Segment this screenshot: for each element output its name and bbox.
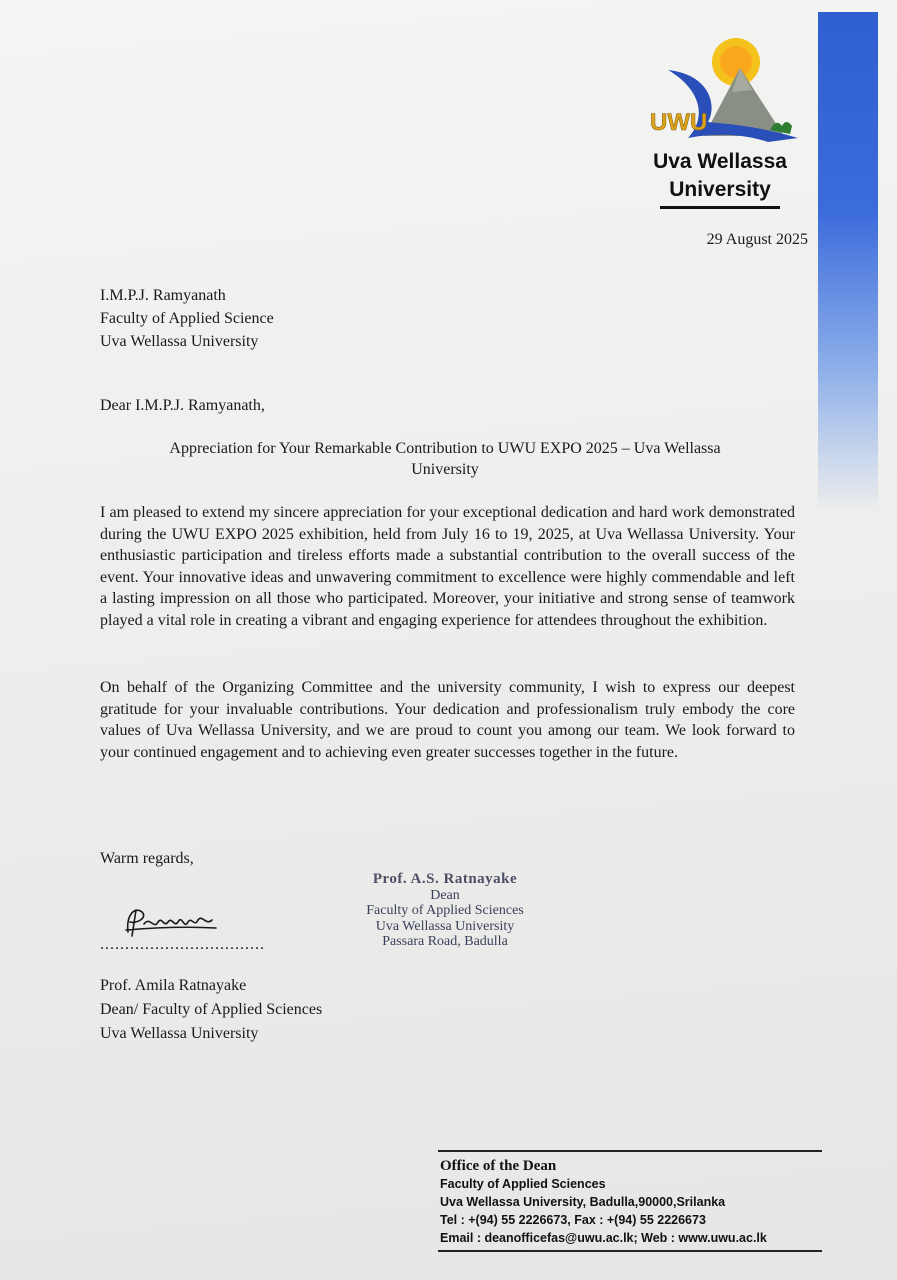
footer-contact [438,1150,822,1252]
signer-title: Dean/ Faculty of Applied Sciences [100,1001,323,1018]
stamp-name: Prof. A.S. Ratnayake [372,871,518,887]
uwu-emblem-icon [648,34,808,146]
subject-line-1: Appreciation for Your Remarkable Contribution to UWU EXPO 2025 – Uva Wellassa [169,440,721,457]
signer-university: Uva Wellassa University [100,1025,259,1042]
recipient-name: I.M.P.J. Ramyanath [100,287,226,304]
signer-name: Prof. Amila Ratnayake [100,977,247,994]
letter-date: 29 August 2025 [706,231,808,248]
recipient-faculty: Faculty of Applied Science [100,310,274,327]
university-name-line1: Uva Wellassa [653,150,787,173]
letterhead-blue-stripe [818,12,878,512]
footer-faculty: Faculty of Applied Sciences [440,1177,606,1191]
university-name-line2: University [660,178,780,209]
stamp-address: Passara Road, Badulla [382,934,508,949]
footer-contact-line: Email : deanofficefas@uwu.ac.lk; Web : www.uwu.ac.lk [440,1231,767,1245]
footer-phone: Tel : +(94) 55 2226673, Fax : +(94) 55 2226673 [440,1213,706,1227]
subject-line [115,438,775,480]
recipient-block [100,284,274,353]
university-logo [640,34,815,214]
body-paragraph-1: I am pleased to extend my sincere appreciation for your exceptional dedication and hard work demonstrated during the UWU EXPO 2025 exhibition, held from July 16 to 19, 2025, at Uva Wellassa University. Your enthusiastic participation and tireless efforts made a substantial contribution to the overall success of the event. Your innovative ideas and unwavering commitment to excellence were highly commendable and left a lasting impression on all those who participated. Moreover, your initiative and strong sense of teamwork played a vital role in creating a vibrant and engaging experience for attendees throughout the exhibition. [100,504,795,629]
salutation: Dear I.M.P.J. Ramyanath, [100,397,265,414]
svg-text:UWU: UWU [650,109,708,136]
signature-line: ................................. [100,936,265,953]
footer-address: Uva Wellassa University, Badulla,90000,Srilanka [440,1195,726,1209]
stamp-faculty: Faculty of Applied Sciences [366,903,524,918]
footer-office-title: Office of the Dean [440,1158,557,1174]
stamp-university: Uva Wellassa University [375,918,515,934]
official-stamp [350,872,540,950]
recipient-university: Uva Wellassa University [100,333,259,350]
subject-line-2: University [411,461,479,478]
closing: Warm regards, [100,850,194,867]
signer-block [100,974,322,1046]
footer-bottom-rule [438,1250,822,1252]
stamp-role: Dean [430,887,460,903]
body-paragraph-2: On behalf of the Organizing Committee and the university community, I wish to express our deepest gratitude for your invaluable contributions. Your dedication and professionalism truly embody the core values of Uva Wellassa University, and we are proud to count you among our team. We look forward to your continued engagement and to achieving even greater successes together in the future. [100,679,795,761]
